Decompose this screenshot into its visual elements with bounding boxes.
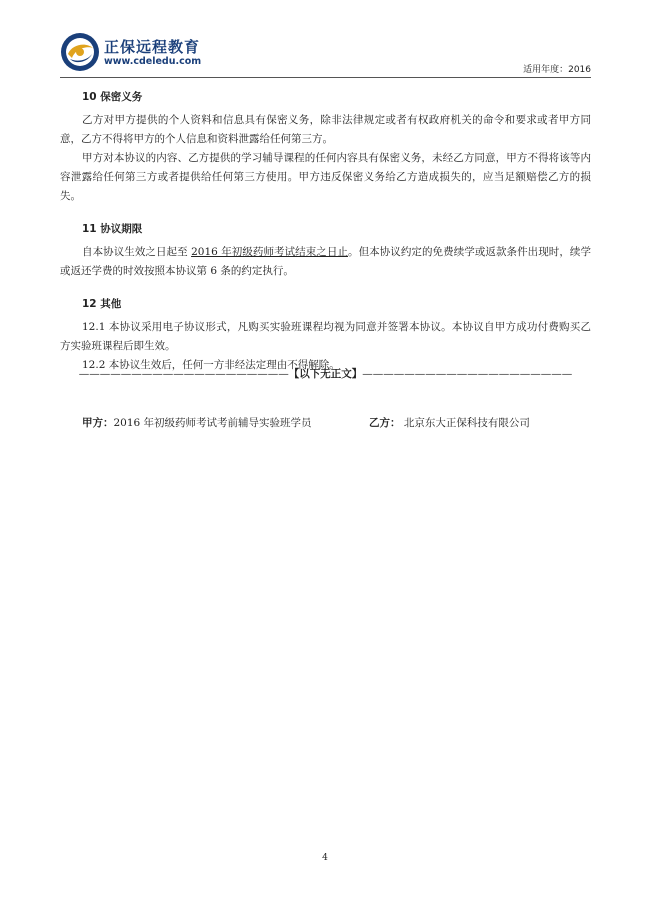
end-marker-label: 【以下无正文】 [288,368,363,380]
header-divider [60,77,591,78]
brand-url: www.cdeledu.com [104,56,202,67]
confidentiality-paragraph-1: 乙方对甲方提供的个人资料和信息具有保密义务，除非法律规定或者有权政府机关的命令和要求或者甲方同意，乙方不得将甲方的个人信息和资料泄露给任何第三方。 [60,114,591,145]
page-header [60,30,591,80]
company-logo-icon [60,32,100,72]
other-paragraph-1: 12.1 本协议采用电子协议形式，凡购买实验班课程均视为同意并签署本协议。本协议自甲方成功付费购买乙方实验班课程后即生效。 [60,321,591,352]
brand-name: 正保远程教育 [104,38,201,56]
term-end-date: 2016 年初级药师考试结束之日止 [191,246,349,258]
end-marker-right-dashes: ———————————————————— [362,368,573,380]
other-paragraph-2: 12.2 本协议生效后，任何一方非经法定理由不得解除。 [82,359,340,371]
party-a-value: 2016 年初级药师考试考前辅导实验班学员 [113,417,312,429]
end-marker-left-dashes: ———————————————————— [78,368,289,380]
term-text-after: 。但本协议约定的免费续学或返款条件出现时，续学或返还学费的时效按照本协议第 6 条的约定执行。 [60,246,591,277]
section-title-term: 11 协议期限 [82,223,143,235]
term-text-before: 自本协议生效之日起至 [82,246,192,258]
party-a [82,415,312,430]
page-number: 4 [322,853,328,863]
section-title-other: 12 其他 [82,298,122,310]
confidentiality-paragraph-2: 甲方对本协议的内容、乙方提供的学习辅导课程的任何内容具有保密义务，未经乙方同意，甲方不得将该等内容泄露给任何第三方或者提供给任何第三方使用。甲方违反保密义务给乙方造成损失的，应当足额赔偿乙方的损失。 [60,152,591,202]
term-paragraph [60,243,591,281]
end-of-text-marker [60,366,591,381]
applicable-year: 适用年度：2016 [523,65,591,75]
party-b [369,415,530,430]
agreement-body [60,88,591,375]
party-a-label: 甲方： [82,417,114,429]
section-title-confidentiality: 10 保密义务 [82,91,143,103]
party-b-value: 北京东大正保科技有限公司 [400,417,530,429]
party-b-label: 乙方： [369,417,401,429]
